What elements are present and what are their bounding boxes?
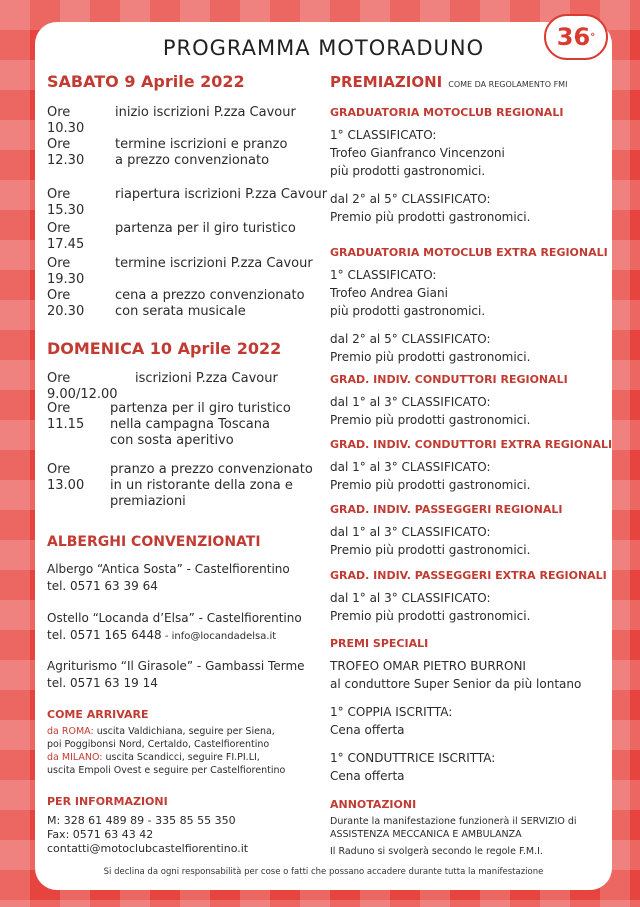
hotel-contact: tel. 0571 165 6448 (47, 628, 162, 642)
award-line: 1° CONDUTTRICE ISCRITTA: (330, 751, 496, 765)
hotel-name: Ostello “Locanda d’Elsa” - Castelfiorentino (47, 611, 302, 625)
hotel-3 (47, 658, 305, 692)
schedule-text: riapertura iscrizioni P.zza Cavour (115, 187, 328, 202)
milano-label: da MILANO: (47, 752, 103, 763)
schedule-time: Ore 11.15 (47, 401, 85, 432)
notes-line: Durante la manifestazione funzionerà il SERVIZIO di (330, 816, 577, 827)
hotel-2 (47, 610, 302, 645)
award-line: Premio più prodotti gastronomici. (330, 413, 531, 427)
hotel-email: - info@locandadelsa.it (161, 631, 277, 642)
award-line: 1° CLASSIFICATO: (330, 268, 437, 282)
award-section-title: GRAD. INDIV. PASSEGGERI REGIONALI (330, 503, 563, 516)
notes-line: ASSISTENZA MECCANICA E AMBULANZA (330, 829, 522, 840)
award-line: più prodotti gastronomici. (330, 304, 486, 318)
schedule-time: Ore 20.30 (47, 288, 85, 319)
award-line: Premio più prodotti gastronomici. (330, 350, 531, 364)
award-section-title: GRADUATORIA MOTOCLUB REGIONALI (330, 106, 564, 119)
schedule-text: inizio iscrizioni P.zza Cavour (115, 105, 296, 120)
award-line: dal 1° al 3° CLASSIFICATO: (330, 591, 491, 605)
schedule-time: Ore 15.30 (47, 187, 85, 218)
schedule-time: Ore 10.30 (47, 105, 85, 136)
schedule-text: pranzo a prezzo convenzionato in un ristorante della zona e premiazioni (110, 462, 313, 509)
award-line: al conduttore Super Senior da più lontano (330, 677, 582, 691)
award-line: dal 1° al 3° CLASSIFICATO: (330, 460, 491, 474)
schedule-text: partenza per il giro turistico (115, 221, 296, 236)
info-block (47, 814, 248, 856)
schedule-text: iscrizioni P.zza Cavour (135, 371, 278, 386)
schedule-time: Ore 17.45 (47, 221, 85, 252)
roma-text-2: poi Poggibonsi Nord, Certaldo, Castelfiorentino (47, 739, 270, 750)
notes-heading: ANNOTAZIONI (330, 798, 417, 811)
award-line: 1° COPPIA ISCRITTA: (330, 705, 453, 719)
award-line: più prodotti gastronomici. (330, 164, 486, 178)
info-mobile: M: 328 61 489 89 - 335 85 55 350 (47, 814, 236, 827)
info-fax: Fax: 0571 63 43 42 (47, 828, 154, 841)
roma-text: uscita Valdichiana, seguire per Siena, (93, 726, 275, 737)
schedule-text: cena a prezzo convenzionato con serata musicale (115, 288, 305, 319)
edition-number: 36 (556, 23, 591, 51)
hotel-contact: tel. 0571 63 39 64 (47, 579, 158, 593)
schedule-time: Ore 12.30 (47, 137, 85, 168)
award-line: Trofeo Gianfranco Vincenzoni (330, 146, 505, 160)
directions-heading: COME ARRIVARE (47, 708, 149, 721)
schedule-text: partenza per il giro turistico nella campagna Toscana con sosta aperitivo (110, 401, 291, 448)
hotel-contact: tel. 0571 63 19 14 (47, 676, 158, 690)
hotel-name: Agriturismo “Il Girasole” - Gambassi Terme (47, 659, 305, 673)
edition-suffix: ° (590, 31, 596, 43)
award-line: Premio più prodotti gastronomici. (330, 609, 531, 623)
roma-label: da ROMA: (47, 726, 94, 737)
schedule-time: Ore 13.00 (47, 462, 85, 493)
award-line: dal 2° al 5° CLASSIFICATO: (330, 192, 491, 206)
schedule-text: termine iscrizioni e pranzo a prezzo convenzionato (115, 137, 288, 168)
award-line: Cena offerta (330, 723, 405, 737)
page-title: PROGRAMMA MOTORADUNO (162, 36, 485, 60)
award-section-title: GRAD. INDIV. PASSEGGERI EXTRA REGIONALI (330, 569, 607, 582)
award-line: Cena offerta (330, 769, 405, 783)
awards-subheading: COME DA REGOLAMENTO FMI (448, 80, 568, 89)
award-line: 1° CLASSIFICATO: (330, 128, 437, 142)
award-section-title: GRAD. INDIV. CONDUTTORI EXTRA REGIONALI (330, 438, 613, 451)
saturday-heading: SABATO 9 Aprile 2022 (47, 72, 245, 91)
schedule-time: Ore 9.00/12.00 (47, 371, 118, 402)
award-line: Premio più prodotti gastronomici. (330, 210, 531, 224)
info-email: contatti@motoclubcastelfiorentino.it (47, 842, 249, 855)
award-line: Trofeo Andrea Giani (330, 286, 448, 300)
notes-text (330, 815, 577, 858)
schedule-text: termine iscrizioni P.zza Cavour (115, 256, 313, 271)
schedule-time: Ore 19.30 (47, 256, 85, 287)
award-line: dal 2° al 5° CLASSIFICATO: (330, 332, 491, 346)
info-heading: PER INFORMAZIONI (47, 795, 168, 808)
award-line: Premio più prodotti gastronomici. (330, 543, 531, 557)
award-line: dal 1° al 3° CLASSIFICATO: (330, 525, 491, 539)
hotels-heading: ALBERGHI CONVENZIONATI (47, 534, 261, 550)
sunday-heading: DOMENICA 10 Aprile 2022 (47, 339, 282, 358)
award-section-title: GRAD. INDIV. CONDUTTORI REGIONALI (330, 373, 568, 386)
milano-text: uscita Scandicci, seguire FI.PI.LI, (102, 752, 260, 763)
directions-text (47, 725, 285, 777)
awards-heading: PREMIAZIONI (330, 73, 443, 91)
disclaimer: Si declina da ogni responsabilità per cose o fatti che possano accadere durante tutta la manifestazione (103, 867, 544, 877)
award-line: TROFEO OMAR PIETRO BURRONI (330, 659, 526, 673)
award-section-title: PREMI SPECIALI (330, 637, 429, 650)
hotel-1 (47, 561, 290, 595)
hotel-name: Albergo “Antica Sosta” - Castelfiorentino (47, 562, 290, 576)
milano-text-2: uscita Empoli Ovest e seguire per Castelfiorentino (47, 765, 286, 776)
notes-line: Il Raduno si svolgerà secondo le regole F.M.I. (330, 846, 543, 857)
award-section-title: GRADUATORIA MOTOCLUB EXTRA REGIONALI (330, 246, 608, 259)
award-line: Premio più prodotti gastronomici. (330, 478, 531, 492)
awards-header (330, 72, 567, 91)
award-line: dal 1° al 3° CLASSIFICATO: (330, 395, 491, 409)
